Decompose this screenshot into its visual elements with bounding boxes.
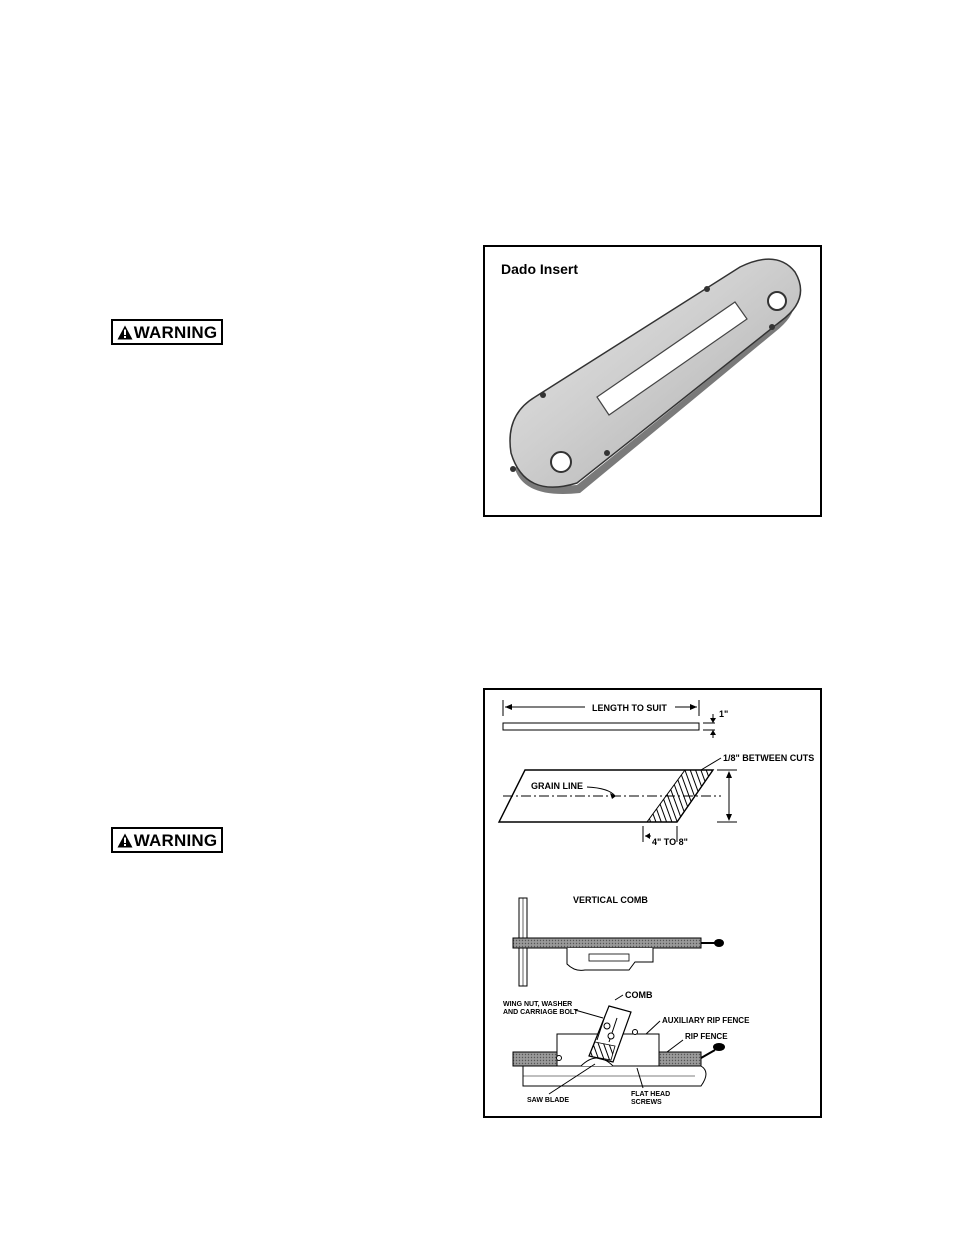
- warning-label: WARNING: [133, 322, 218, 342]
- warning-label: WARNING: [133, 830, 218, 850]
- warning-badge: [111, 827, 223, 853]
- cut-length-label: 4" TO 8": [652, 837, 688, 847]
- thickness-label: 1": [719, 709, 729, 719]
- length-label: LENGTH TO SUIT: [592, 703, 667, 713]
- flat-head-label: FLAT HEAD: [631, 1091, 671, 1098]
- featherboard-top-view: [499, 753, 814, 847]
- auxiliary-rip-fence-label: AUXILIARY RIP FENCE: [662, 1016, 750, 1025]
- screws-label: SCREWS: [631, 1099, 662, 1106]
- vertical-comb-label: VERTICAL COMB: [573, 895, 648, 905]
- between-cuts-label: 1/8" BETWEEN CUTS: [723, 753, 815, 763]
- featherboard-figure: [483, 688, 822, 1118]
- featherboard-diagram: [485, 690, 820, 1116]
- dado-insert-illustration: [485, 247, 820, 515]
- rip-fence-label: RIP FENCE: [685, 1032, 728, 1041]
- dado-insert-figure: [483, 245, 822, 517]
- warning-triangle-icon: [117, 325, 133, 340]
- warning-badge: [111, 319, 223, 345]
- carriage-bolt-label: AND CARRIAGE BOLT: [503, 1009, 578, 1016]
- vertical-comb-view: [513, 895, 724, 986]
- saw-blade-label: SAW BLADE: [527, 1097, 569, 1104]
- wing-nut-label: WING NUT, WASHER: [503, 1001, 573, 1008]
- stock-board-side-view: [503, 700, 728, 738]
- rip-fence-assembly-view: [503, 990, 750, 1106]
- warning-triangle-icon: [117, 833, 133, 848]
- figure-title: Dado Insert: [501, 261, 579, 277]
- comb-label: COMB: [625, 990, 653, 1000]
- grain-line-label: GRAIN LINE: [531, 781, 584, 791]
